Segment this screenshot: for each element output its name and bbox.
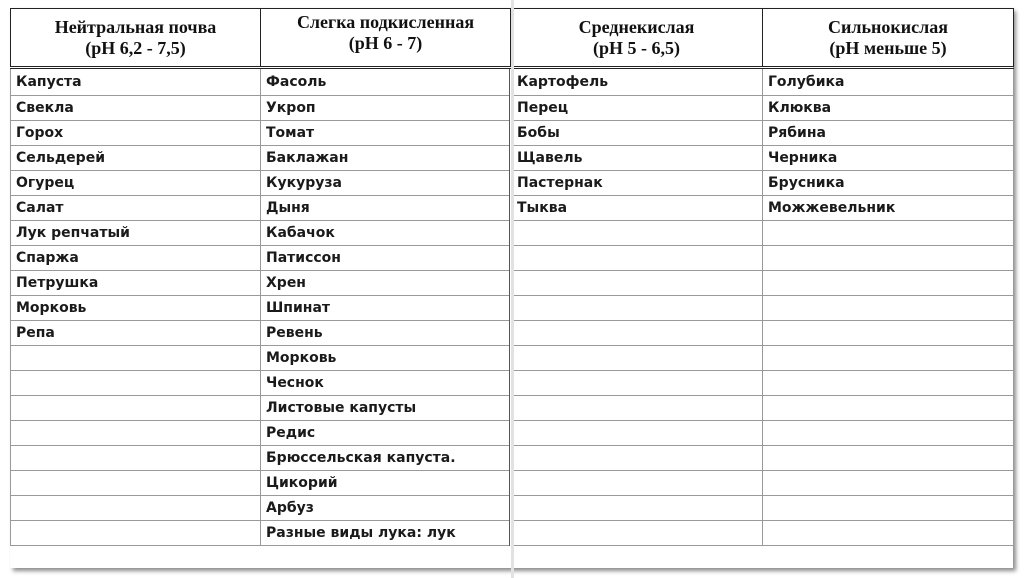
- table-cell: Брюссельская капуста.: [261, 446, 511, 471]
- table-cell: [511, 296, 763, 321]
- table-cell: [511, 521, 763, 546]
- table-cell: [763, 346, 1014, 371]
- table-cell: Арбуз: [261, 496, 511, 521]
- table-cell: [11, 521, 261, 546]
- table-cell: [763, 446, 1014, 471]
- header-ph-range: (рН 6,2 - 7,5): [85, 37, 186, 58]
- table-cell: Ревень: [261, 321, 511, 346]
- table-cell: Дыня: [261, 196, 511, 221]
- table-cell: [763, 396, 1014, 421]
- table-cell: Редис: [261, 421, 511, 446]
- table-cell: Огурец: [11, 171, 261, 196]
- table-cell: Цикорий: [261, 471, 511, 496]
- table-cell: Свекла: [11, 96, 261, 121]
- header-title: Слегка подкисленная: [296, 12, 475, 32]
- table-cell: [763, 321, 1014, 346]
- table-cell: Фасоль: [261, 68, 511, 96]
- table-cell: [763, 521, 1014, 546]
- table-cell: Патиссон: [261, 246, 511, 271]
- table-cell: Сельдерей: [11, 146, 261, 171]
- table-cell: Разные виды лука: лук: [261, 521, 511, 546]
- table-cell: [763, 471, 1014, 496]
- header-slightly-acidic: [261, 9, 511, 68]
- table-cell: [11, 471, 261, 496]
- table-cell: [11, 396, 261, 421]
- table-cell: Хрен: [261, 271, 511, 296]
- table-cell: [763, 246, 1014, 271]
- table-cell: [511, 246, 763, 271]
- table-cell: Черника: [763, 146, 1014, 171]
- table-cell: Листовые капусты: [261, 396, 511, 421]
- table-cell: Лук репчатый: [11, 221, 261, 246]
- table-cell: Можжевельник: [763, 196, 1014, 221]
- table-cell: Кукуруза: [261, 171, 511, 196]
- header-title: Нейтральная почва: [54, 16, 217, 37]
- table-cell: Репа: [11, 321, 261, 346]
- table-cell: [511, 421, 763, 446]
- header-ph-range: (рН 6 - 7): [348, 33, 423, 53]
- table-cell: Клюква: [763, 96, 1014, 121]
- table-cell: Чеснок: [261, 371, 511, 396]
- table-cell: Бобы: [511, 121, 763, 146]
- header-ph-range: (рН меньше 5): [829, 37, 947, 58]
- table-cell: Горох: [11, 121, 261, 146]
- table-cell: Морковь: [11, 296, 261, 321]
- table-cell: [11, 371, 261, 396]
- table-cell: [11, 421, 261, 446]
- column-gap-divider: [511, 0, 514, 578]
- table-cell: Перец: [511, 96, 763, 121]
- table-cell: [511, 471, 763, 496]
- header-medium-acidic: [511, 9, 763, 68]
- table-cell: Рябина: [763, 121, 1014, 146]
- header-title: Среднекислая: [578, 16, 695, 37]
- table-cell: Кабачок: [261, 221, 511, 246]
- table-cell: [763, 296, 1014, 321]
- table-cell: Спаржа: [11, 246, 261, 271]
- table-cell: [511, 221, 763, 246]
- table-cell: Томат: [261, 121, 511, 146]
- table-cell: Баклажан: [261, 146, 511, 171]
- table-cell: Картофель: [511, 68, 763, 96]
- table-cell: [511, 446, 763, 471]
- table-cell: [763, 221, 1014, 246]
- table-cell: [511, 271, 763, 296]
- header-strongly-acidic: [763, 9, 1014, 68]
- table-cell: Пастернак: [511, 171, 763, 196]
- table-cell: [763, 496, 1014, 521]
- table-cell: [11, 496, 261, 521]
- table-cell: Голубика: [763, 68, 1014, 96]
- table-cell: Капуста: [11, 68, 261, 96]
- table-cell: [11, 446, 261, 471]
- table-cell: Тыква: [511, 196, 763, 221]
- table-cell: Брусника: [763, 171, 1014, 196]
- table-cell: Укроп: [261, 96, 511, 121]
- header-ph-range: (рН 5 - 6,5): [593, 37, 680, 58]
- table-cell: Щавель: [511, 146, 763, 171]
- document-sheet: [10, 8, 1013, 568]
- table-cell: Шпинат: [261, 296, 511, 321]
- table-cell: Петрушка: [11, 271, 261, 296]
- table-cell: [511, 371, 763, 396]
- table-cell: [763, 421, 1014, 446]
- table-cell: [763, 271, 1014, 296]
- table-cell: [763, 371, 1014, 396]
- table-cell: [511, 496, 763, 521]
- header-neutral: [11, 9, 261, 68]
- table-cell: Салат: [11, 196, 261, 221]
- table-cell: Морковь: [261, 346, 511, 371]
- table-cell: [511, 321, 763, 346]
- table-cell: [511, 396, 763, 421]
- table-cell: [11, 346, 261, 371]
- header-title: Сильнокислая: [828, 16, 948, 37]
- table-cell: [511, 346, 763, 371]
